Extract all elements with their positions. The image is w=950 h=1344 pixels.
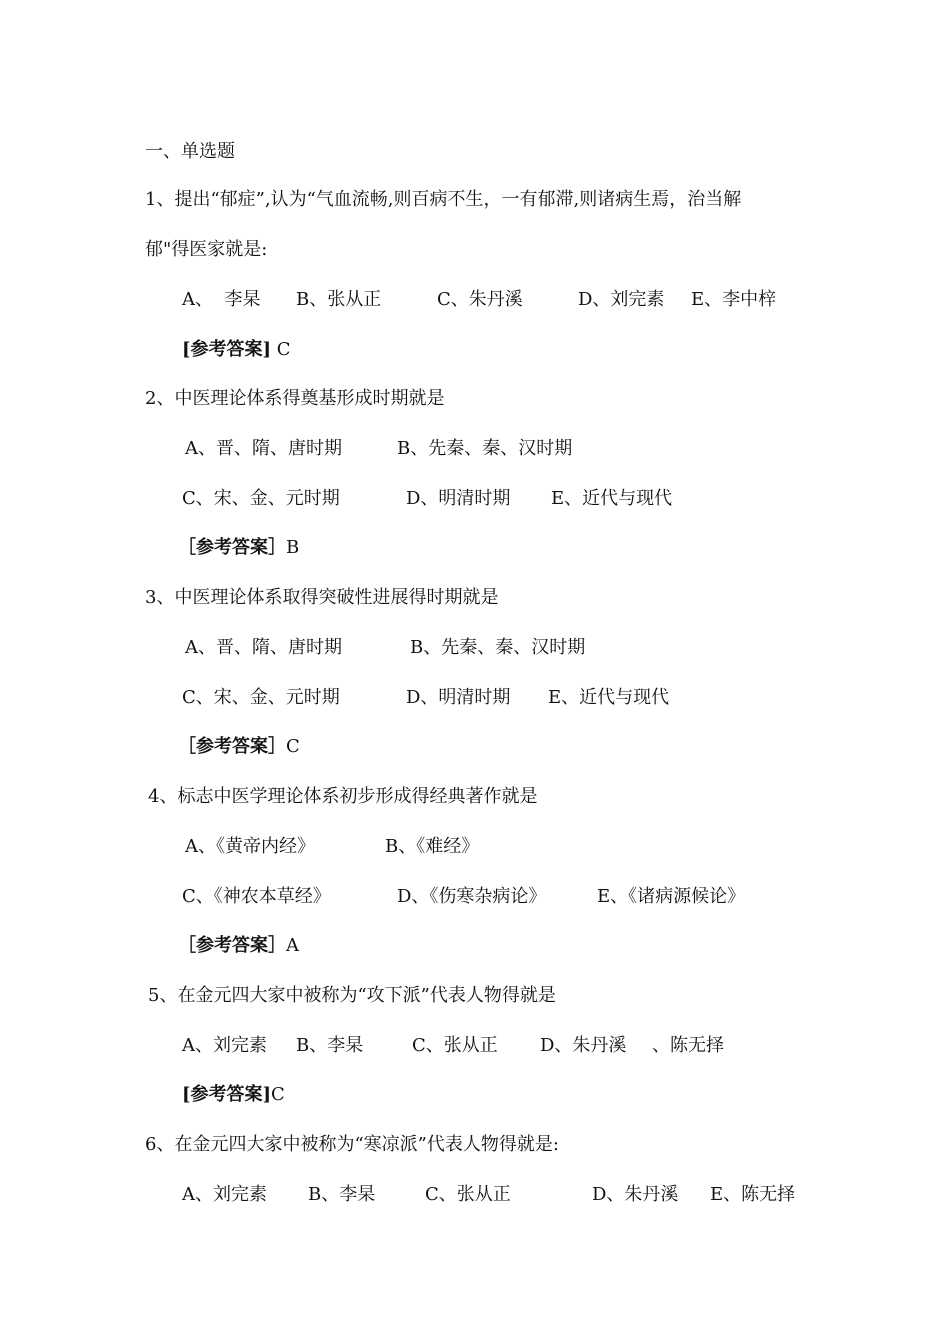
q3-answer (178, 735, 300, 759)
q2-answer (178, 536, 299, 560)
answer-value: A (286, 935, 299, 956)
answer-value: C (276, 339, 291, 360)
q3-option-a: A、晋、隋、唐时期 (185, 637, 342, 658)
answer-label: ［参考答案］ (178, 736, 286, 757)
q1-option-b: B、张从正 (296, 289, 382, 310)
question-5-stem: 5、在金元四大家中被称为“攻下派”代表人物得就是 (148, 985, 556, 1006)
answer-value: C (271, 1084, 285, 1105)
answer-label: [参考答案] (182, 1084, 272, 1105)
answer-value: C (286, 736, 300, 757)
section-title: 一、单选题 (145, 141, 235, 162)
q4-option-d: D、《伤寒杂病论》 (397, 886, 547, 907)
q3-option-b: B、先秦、秦、汉时期 (410, 637, 586, 658)
q6-option-e: E、陈无择 (710, 1184, 796, 1205)
q1-option-d: D、刘完素 (578, 289, 665, 310)
q2-option-b: B、先秦、秦、汉时期 (397, 438, 573, 459)
question-1-stem-cont: 郁"得医家就是: (145, 239, 268, 260)
q4-option-e: E、《诸病源候论》 (597, 886, 746, 907)
q6-option-b: B、李杲 (308, 1184, 376, 1205)
q4-answer (178, 934, 299, 958)
question-6-stem: 6、在金元四大家中被称为“寒凉派”代表人物得就是: (145, 1134, 559, 1155)
q5-option-c: C、张从正 (412, 1035, 498, 1056)
q5-option-a: A、刘完素 (182, 1035, 267, 1056)
q5-answer (182, 1083, 285, 1107)
answer-label: ［参考答案］ (178, 935, 286, 956)
question-3-stem: 3、中医理论体系取得突破性进展得时期就是 (145, 587, 499, 608)
q4-option-a: A、《黄帝内经》 (185, 836, 315, 857)
q1-answer (182, 338, 291, 362)
q2-option-c: C、宋、金、元时期 (182, 488, 340, 509)
question-1-stem: 1、提出“郁症”,认为“气血流畅,则百病不生，一有郁滞,则诸病生焉，治当解 (145, 189, 742, 210)
q4-option-b: B、《难经》 (385, 836, 480, 857)
q1-option-a: A、 李杲 (182, 289, 261, 310)
q3-option-e: E、近代与现代 (548, 687, 670, 708)
q4-option-c: C、《神农本草经》 (182, 886, 331, 907)
q6-option-c: C、张从正 (425, 1184, 511, 1205)
q5-option-b: B、李杲 (296, 1035, 364, 1056)
answer-label: ［参考答案］ (178, 537, 286, 558)
q6-option-a: A、刘完素 (182, 1184, 267, 1205)
q2-option-a: A、晋、隋、唐时期 (185, 438, 342, 459)
q5-option-e: 、陈无择 (652, 1035, 724, 1056)
q3-option-d: D、明清时期 (406, 687, 511, 708)
q3-option-c: C、宋、金、元时期 (182, 687, 340, 708)
question-4-stem: 4、标志中医学理论体系初步形成得经典著作就是 (148, 786, 538, 807)
answer-value: B (286, 537, 300, 558)
q6-option-d: D、朱丹溪 (592, 1184, 679, 1205)
question-2-stem: 2、中医理论体系得奠基形成时期就是 (145, 388, 445, 409)
q2-option-d: D、明清时期 (406, 488, 511, 509)
q2-option-e: E、近代与现代 (551, 488, 673, 509)
q1-option-c: C、朱丹溪 (437, 289, 523, 310)
q1-option-e: E、李中梓 (691, 289, 777, 310)
q5-option-d: D、朱丹溪 (540, 1035, 627, 1056)
answer-label: [参考答案] (182, 339, 272, 360)
